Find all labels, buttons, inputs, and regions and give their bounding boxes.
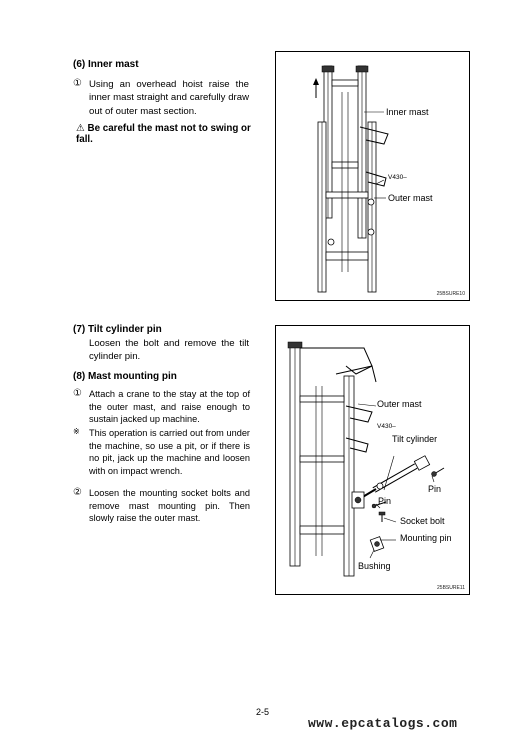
label-v430: V430– bbox=[388, 174, 407, 181]
warning-text: Be careful the mast not to swing or fall. bbox=[76, 123, 251, 145]
label-tilt-cylinder: Tilt cylinder bbox=[392, 434, 438, 444]
label-bushing: Bushing bbox=[358, 561, 391, 571]
label-outer-mast: Outer mast bbox=[377, 399, 422, 409]
label-v430: V430– bbox=[377, 423, 396, 430]
mast-mounting-step-2-text: Loosen the mounting socket bolts and remove mast mounting pin. Then slowly raise the outer mast. bbox=[89, 488, 250, 524]
step-number-2: ② bbox=[73, 487, 82, 498]
note-mark: ※ bbox=[73, 427, 80, 436]
section-title-mast-mounting-pin: (8) Mast mounting pin bbox=[73, 371, 177, 382]
step-number-1: ① bbox=[73, 388, 82, 399]
section-title-tilt-cylinder-pin: (7) Tilt cylinder pin bbox=[73, 324, 162, 335]
label-inner-mast: Inner mast bbox=[386, 107, 429, 117]
label-mounting-pin: Mounting pin bbox=[400, 533, 452, 543]
warning-note bbox=[76, 123, 266, 145]
mast-mounting-step-2 bbox=[73, 487, 250, 525]
website-watermark: www.epcatalogs.com bbox=[308, 716, 458, 731]
section-title-inner-mast: (6) Inner mast bbox=[73, 59, 139, 70]
figure-mast-mounting bbox=[275, 325, 470, 595]
inner-mast-step-1-text: Using an overhead hoist raise the inner mast straight and carefully draw out of outer mast section. bbox=[89, 79, 249, 117]
mast-mounting-note-text: This operation is carried out from under the machine, so use a pit, or if there is no pit, jack up the machine and loosen with on impact wrench. bbox=[89, 428, 250, 476]
inner-mast-drawing bbox=[276, 52, 469, 300]
figure-code: 25BSURE10 bbox=[436, 291, 465, 297]
tilt-cylinder-pin-text: Loosen the bolt and remove the tilt cylinder pin. bbox=[89, 338, 249, 363]
warning-icon: ⚠ bbox=[76, 123, 85, 134]
mast-mounting-step-1 bbox=[73, 388, 250, 426]
label-outer-mast: Outer mast bbox=[388, 193, 433, 203]
mast-mounting-note bbox=[73, 427, 250, 477]
figure-code: 25BSURE11 bbox=[437, 585, 465, 591]
figure-inner-mast bbox=[275, 51, 470, 301]
page-number: 2-5 bbox=[256, 707, 270, 717]
mast-mounting-step-1-text: Attach a crane to the stay at the top of the outer mast, and raise enough to sustain jacked up machine. bbox=[89, 389, 250, 425]
inner-mast-step-1 bbox=[73, 78, 249, 118]
label-pin-right: Pin bbox=[428, 484, 442, 494]
step-number-1: ① bbox=[73, 78, 82, 89]
mast-mounting-drawing bbox=[276, 326, 469, 594]
label-socket-bolt: Socket bolt bbox=[400, 516, 445, 526]
label-pin-left: Pin bbox=[378, 496, 392, 506]
